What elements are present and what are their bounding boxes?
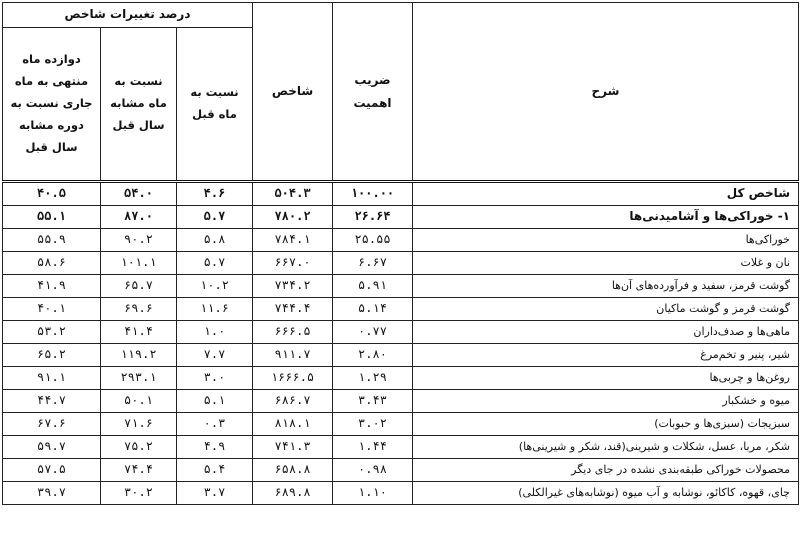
- cell-yoy-month-change: ۵۰.۱: [101, 390, 177, 413]
- cell-weight: ۲.۸۰: [333, 344, 413, 367]
- header-description: شرح: [413, 3, 799, 182]
- table-row: [3, 413, 799, 436]
- cell-weight: ۱.۱۰: [333, 482, 413, 505]
- cell-index: ۶۶۶.۵: [253, 321, 333, 344]
- cell-yoy-month-change: ۱۰۱.۱: [101, 252, 177, 275]
- table-row: [3, 436, 799, 459]
- cell-weight: ۳.۴۳: [333, 390, 413, 413]
- cell-monthly-change: ۴.۹: [177, 436, 253, 459]
- table-row: [3, 344, 799, 367]
- cell-index: ۷۴۴.۴: [253, 298, 333, 321]
- cell-yoy-month-change: ۹۰.۲: [101, 229, 177, 252]
- cell-index: ۶۸۹.۸: [253, 482, 333, 505]
- cell-index: ۷۸۰.۲: [253, 206, 333, 229]
- cell-yoy-month-change: ۶۵.۷: [101, 275, 177, 298]
- header-index: شاخص: [253, 3, 333, 182]
- cell-twelve-month-change: ۴۱.۹: [3, 275, 101, 298]
- cell-weight: ۱.۴۴: [333, 436, 413, 459]
- cell-index: ۵۰۴.۳: [253, 182, 333, 206]
- cell-twelve-month-change: ۵۷.۵: [3, 459, 101, 482]
- cell-yoy-month-change: ۷۱.۶: [101, 413, 177, 436]
- cell-monthly-change: ۵.۴: [177, 459, 253, 482]
- cell-twelve-month-change: ۵۵.۹: [3, 229, 101, 252]
- cell-yoy-month-change: ۳۰.۲: [101, 482, 177, 505]
- header-yoy-month: نسبت به ماه مشابه سال قبل: [101, 28, 177, 182]
- table-row: [3, 252, 799, 275]
- cell-monthly-change: ۳.۷: [177, 482, 253, 505]
- table-row: [3, 367, 799, 390]
- cell-description: محصولات خوراکی طبقه‌بندی نشده در جای دیگر: [413, 459, 799, 482]
- cell-monthly-change: ۴.۶: [177, 182, 253, 206]
- cell-description: ۱- خوراکی‌ها و آشامیدنی‌ها: [413, 206, 799, 229]
- table-row: [3, 229, 799, 252]
- table-row: [3, 206, 799, 229]
- cell-index: ۹۱۱.۷: [253, 344, 333, 367]
- table-row: [3, 482, 799, 505]
- table-row: [3, 298, 799, 321]
- header-change-group: درصد تغییرات شاخص: [3, 3, 253, 28]
- table-row: [3, 390, 799, 413]
- cell-twelve-month-change: ۵۸.۶: [3, 252, 101, 275]
- cell-twelve-month-change: ۶۵.۲: [3, 344, 101, 367]
- header-row-top: [3, 3, 799, 28]
- table-row: [3, 459, 799, 482]
- cell-weight: ۲۶.۶۴: [333, 206, 413, 229]
- cell-description: شیر، پنیر و تخم‌مرغ: [413, 344, 799, 367]
- cell-weight: ۵.۹۱: [333, 275, 413, 298]
- cell-twelve-month-change: ۶۷.۶: [3, 413, 101, 436]
- cell-index: ۶۶۷.۰: [253, 252, 333, 275]
- cell-index: ۶۵۸.۸: [253, 459, 333, 482]
- cell-description: چای، قهوه، کاکائو، نوشابه و آب میوه (نوشابه‌های غیرالکلی): [413, 482, 799, 505]
- cell-description: گوشت قرمز و گوشت ماکیان: [413, 298, 799, 321]
- cell-description: خوراکی‌ها: [413, 229, 799, 252]
- cell-description: گوشت قرمز، سفید و فرآورده‌های آن‌ها: [413, 275, 799, 298]
- cell-twelve-month-change: ۵۵.۱: [3, 206, 101, 229]
- cell-index: ۷۸۴.۱: [253, 229, 333, 252]
- cell-monthly-change: ۰.۳: [177, 413, 253, 436]
- cell-weight: ۲۵.۵۵: [333, 229, 413, 252]
- cell-twelve-month-change: ۵۹.۷: [3, 436, 101, 459]
- cell-index: ۷۳۴.۲: [253, 275, 333, 298]
- cell-description: سبزیجات (سبزی‌ها و حبوبات): [413, 413, 799, 436]
- header-twelve-month: دوازده ماه منتهی به ماه جاری نسبت به دوره مشابه سال قبل: [3, 28, 101, 182]
- cell-monthly-change: ۷.۷: [177, 344, 253, 367]
- cell-yoy-month-change: ۷۵.۲: [101, 436, 177, 459]
- cell-weight: ۱۰۰.۰۰: [333, 182, 413, 206]
- cell-weight: ۰.۹۸: [333, 459, 413, 482]
- cell-monthly-change: ۱۰.۲: [177, 275, 253, 298]
- cell-description: شکر، مربا، عسل، شکلات و شیرینی(قند، شکر و شیرینی‌ها): [413, 436, 799, 459]
- document-page: [2, 2, 798, 542]
- table-row: [3, 321, 799, 344]
- cell-yoy-month-change: ۶۹.۶: [101, 298, 177, 321]
- header-monthly: نسبت به ماه قبل: [177, 28, 253, 182]
- cell-monthly-change: ۳.۰: [177, 367, 253, 390]
- cell-twelve-month-change: ۴۰.۱: [3, 298, 101, 321]
- cell-twelve-month-change: ۹۱.۱: [3, 367, 101, 390]
- cell-twelve-month-change: ۴۴.۷: [3, 390, 101, 413]
- cell-monthly-change: ۵.۸: [177, 229, 253, 252]
- cell-index: ۱۶۶۶.۵: [253, 367, 333, 390]
- cell-index: ۸۱۸.۱: [253, 413, 333, 436]
- cell-yoy-month-change: ۵۴.۰: [101, 182, 177, 206]
- cell-yoy-month-change: ۲۹۳.۱: [101, 367, 177, 390]
- cell-twelve-month-change: ۳۹.۷: [3, 482, 101, 505]
- cell-weight: ۳.۰۲: [333, 413, 413, 436]
- table-body: [3, 182, 799, 505]
- cell-description: روغن‌ها و چربی‌ها: [413, 367, 799, 390]
- cell-twelve-month-change: ۵۳.۲: [3, 321, 101, 344]
- cell-description: ماهی‌ها و صدف‌داران: [413, 321, 799, 344]
- header-weight: ضریب اهمیت: [333, 3, 413, 182]
- cell-monthly-change: ۵.۷: [177, 206, 253, 229]
- cell-weight: ۱.۲۹: [333, 367, 413, 390]
- cell-weight: ۶.۶۷: [333, 252, 413, 275]
- cell-weight: ۰.۷۷: [333, 321, 413, 344]
- cell-twelve-month-change: ۴۰.۵: [3, 182, 101, 206]
- table-row: [3, 275, 799, 298]
- price-index-table: [2, 2, 799, 505]
- table-row: [3, 182, 799, 206]
- cell-yoy-month-change: ۴۱.۴: [101, 321, 177, 344]
- cell-monthly-change: ۵.۱: [177, 390, 253, 413]
- cell-monthly-change: ۱۱.۶: [177, 298, 253, 321]
- cell-monthly-change: ۱.۰: [177, 321, 253, 344]
- cell-description: شاخص کل: [413, 182, 799, 206]
- cell-yoy-month-change: ۸۷.۰: [101, 206, 177, 229]
- cell-index: ۷۴۱.۳: [253, 436, 333, 459]
- cell-weight: ۵.۱۴: [333, 298, 413, 321]
- cell-yoy-month-change: ۱۱۹.۲: [101, 344, 177, 367]
- cell-description: میوه و خشکبار: [413, 390, 799, 413]
- cell-index: ۶۸۶.۷: [253, 390, 333, 413]
- cell-monthly-change: ۵.۷: [177, 252, 253, 275]
- cell-description: نان و غلات: [413, 252, 799, 275]
- cell-yoy-month-change: ۷۴.۴: [101, 459, 177, 482]
